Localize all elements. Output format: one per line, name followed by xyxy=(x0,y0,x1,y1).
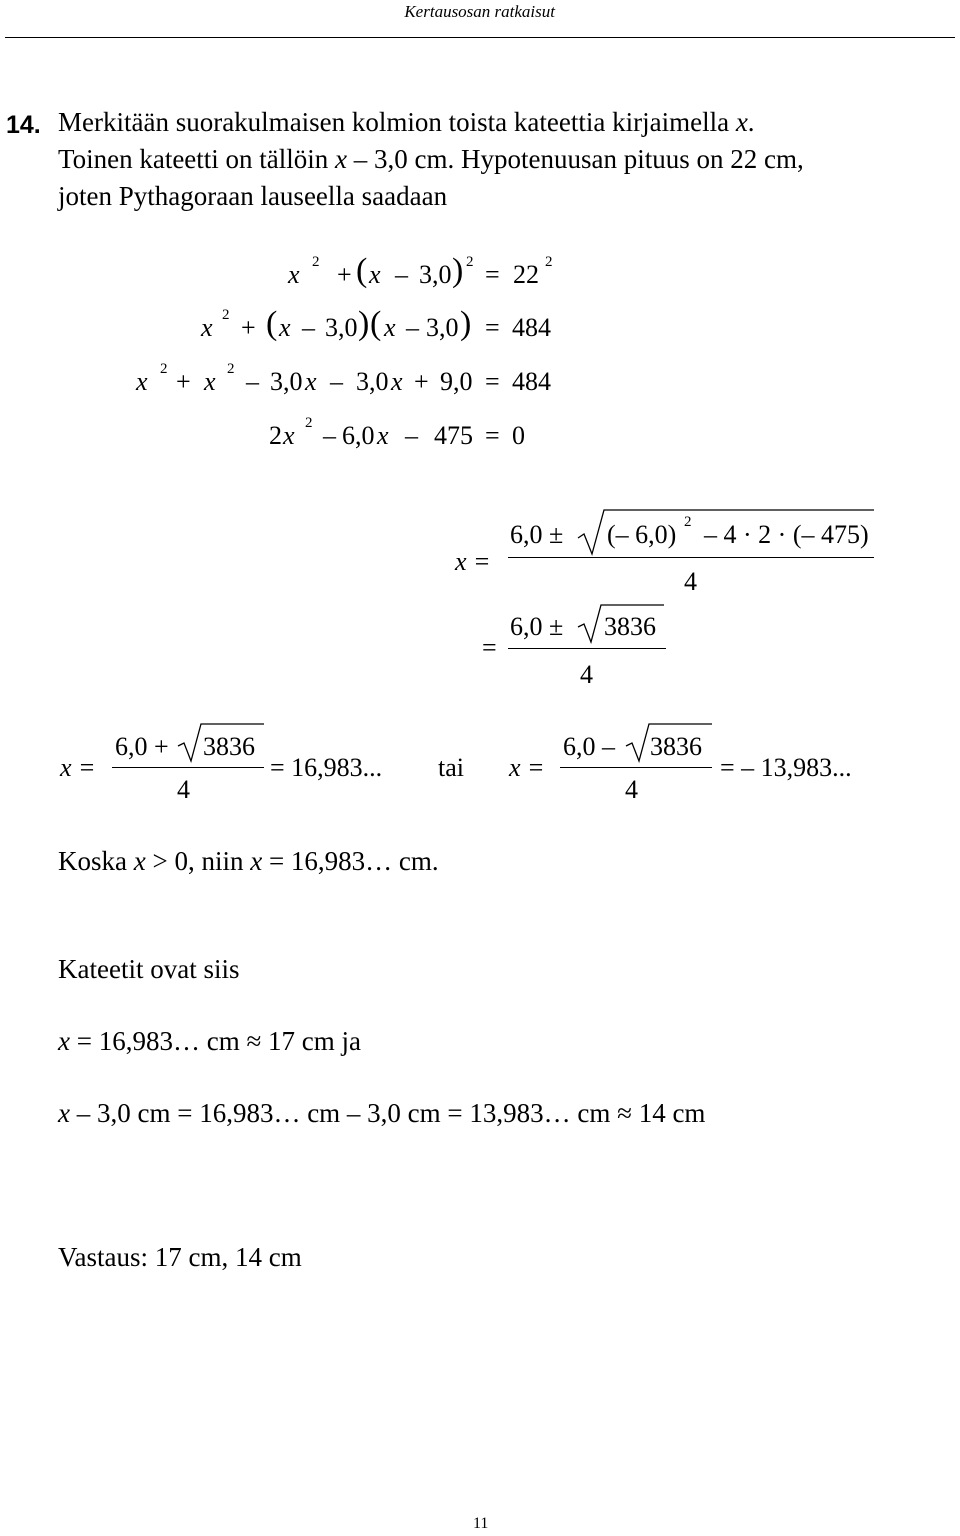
eq1-rparen: ) xyxy=(452,252,464,289)
eq2-const-2: 3,0 xyxy=(426,313,459,342)
eq1-sq-b: 2 xyxy=(466,254,474,270)
eq2-lparen: ( xyxy=(266,305,278,342)
eq4-term-1: 6,0 xyxy=(342,421,375,450)
problem-number xyxy=(6,108,41,141)
root2-den: 4 xyxy=(625,775,638,804)
intro-line-3: joten Pythagoraan lauseella saadaan xyxy=(58,181,448,211)
root2-value: = – 13,983... xyxy=(720,753,852,782)
eq2-minus-2: – xyxy=(406,313,419,342)
eq4-rhs: 0 xyxy=(512,421,525,450)
eq3-term-2-x: x xyxy=(391,367,403,396)
eq2-rhs: 484 xyxy=(512,313,551,342)
eq2-minus: – xyxy=(302,313,315,342)
eq4-term-2: 475 xyxy=(434,421,473,450)
eq2-x3: x xyxy=(384,313,396,342)
eq3-x2: x xyxy=(204,367,216,396)
eq3-term-2: 3,0 xyxy=(356,367,389,396)
eq3-equals: = xyxy=(485,367,500,396)
root1-den: 4 xyxy=(177,775,190,804)
eq2-sq: 2 xyxy=(222,307,230,323)
intro-var-1: x xyxy=(735,107,748,137)
intro-text-1: Merkitään suorakulmaisen kolmion toista kateettia kirjaimella xyxy=(58,107,730,137)
intro-text-2a: Toinen kateetti on tällöin xyxy=(58,144,329,174)
eq3-sq-a: 2 xyxy=(160,361,168,377)
eq4-equals: = xyxy=(485,421,500,450)
kateetti-1-line xyxy=(58,1025,361,1057)
eq3-plus-2: + xyxy=(414,367,429,396)
eq4-sq: 2 xyxy=(305,415,313,431)
root1-value: = 16,983... xyxy=(270,753,383,782)
running-header: Kertausosan ratkaisut xyxy=(404,2,555,21)
eq1-const: 3,0 xyxy=(419,260,452,289)
quad-num1-rest: – 4 · 2 · (– 475) xyxy=(704,520,869,549)
answer-line: Vastaus: 17 cm, 14 cm xyxy=(58,1242,302,1272)
root2-rad: 3836 xyxy=(650,732,702,761)
root1-rad: 3836 xyxy=(203,732,255,761)
quad-lhs: x = xyxy=(455,547,491,576)
quad-equals-2: = xyxy=(482,633,497,662)
root2-fraction-bar xyxy=(560,767,712,768)
quad-den1: 4 xyxy=(684,567,697,596)
eq2-rparen: ) xyxy=(358,305,370,342)
intro-var-2: x xyxy=(335,144,348,174)
eq3-sq-b: 2 xyxy=(227,361,235,377)
page-number: 11 xyxy=(473,1515,489,1532)
eq1-sq-a: 2 xyxy=(312,254,320,270)
kateetti-1-text: = 16,983… cm ≈ 17 cm ja xyxy=(76,1026,361,1056)
header-rule xyxy=(5,37,955,38)
kateetti-2-var: x xyxy=(58,1098,70,1128)
or-word: tai xyxy=(438,753,464,782)
kateetti-1-var: x xyxy=(58,1026,70,1056)
root1-fraction-bar xyxy=(112,767,264,768)
eq1-lparen: ( xyxy=(356,252,368,289)
koska-a: Koska xyxy=(58,846,127,876)
eq3-term-1: 3,0 xyxy=(270,367,303,396)
quad-num1-a: 6,0 ± xyxy=(510,520,564,549)
quad-num2-rad: 3836 xyxy=(604,612,656,641)
koska-x2: x xyxy=(250,846,263,876)
intro-text-2b: – 3,0 cm. Hypotenuusan pituus on 22 cm, xyxy=(353,144,804,174)
eq1-rhs: 22 xyxy=(513,260,539,289)
eq1-sq-c: 2 xyxy=(545,254,553,270)
quad-num1-sq: 2 xyxy=(684,514,692,530)
eq3-plus: + xyxy=(176,367,191,396)
kateetti-2-line xyxy=(58,1097,705,1129)
koska-line xyxy=(58,845,439,877)
intro-end-1: . xyxy=(747,107,755,137)
eq3-term-3: 9,0 xyxy=(440,367,473,396)
root2-num-a: 6,0 – xyxy=(563,732,615,761)
eq1-x2: x xyxy=(369,260,381,289)
eq2-const: 3,0 xyxy=(325,313,358,342)
kateetti-2-text: – 3,0 cm = 16,983… cm – 3,0 cm = 13,983… cm ≈ 14 cm xyxy=(76,1098,706,1128)
intro-line-1 xyxy=(58,106,755,138)
eq2-x2: x xyxy=(279,313,291,342)
eq3-rhs: 484 xyxy=(512,367,551,396)
root2-lhs: x = xyxy=(509,753,545,782)
eq3-minus-2: – xyxy=(330,367,343,396)
koska-c: = 16,983… cm. xyxy=(268,846,439,876)
eq1-x: x xyxy=(288,260,300,289)
eq2-rparen-2: ) xyxy=(460,305,472,342)
eq4-minus-1: – xyxy=(323,421,336,450)
eq3-term-1-x: x xyxy=(305,367,317,396)
quad-fraction-bar-1 xyxy=(508,557,874,558)
eq3-x: x xyxy=(136,367,148,396)
quad-fraction-bar-2 xyxy=(508,648,666,649)
koska-b: > 0, niin xyxy=(152,846,244,876)
koska-x1: x xyxy=(133,846,146,876)
kateetit-intro: Kateetit ovat siis xyxy=(58,954,240,984)
eq1-plus: + xyxy=(337,260,352,289)
eq4-minus-2: – xyxy=(405,421,418,450)
quad-num1-rad: (– 6,0) xyxy=(607,520,677,549)
eq1-minus: – xyxy=(395,260,408,289)
eq2-lparen-2: ( xyxy=(370,305,382,342)
root1-num-a: 6,0 + xyxy=(115,732,169,761)
eq4-coef: 2 xyxy=(269,421,282,450)
eq2-plus: + xyxy=(241,313,256,342)
problem-number-label: 14. xyxy=(6,111,41,139)
intro-line-2 xyxy=(58,143,804,175)
eq1-equals: = xyxy=(485,260,500,289)
eq3-minus-1: – xyxy=(246,367,259,396)
eq4-term-1-x: x xyxy=(377,421,389,450)
root1-lhs: x = xyxy=(60,753,96,782)
eq2-x: x xyxy=(201,313,213,342)
quad-num2-a: 6,0 ± xyxy=(510,612,564,641)
quad-den2: 4 xyxy=(580,660,593,689)
eq2-equals: = xyxy=(485,313,500,342)
eq4-x: x xyxy=(283,421,295,450)
